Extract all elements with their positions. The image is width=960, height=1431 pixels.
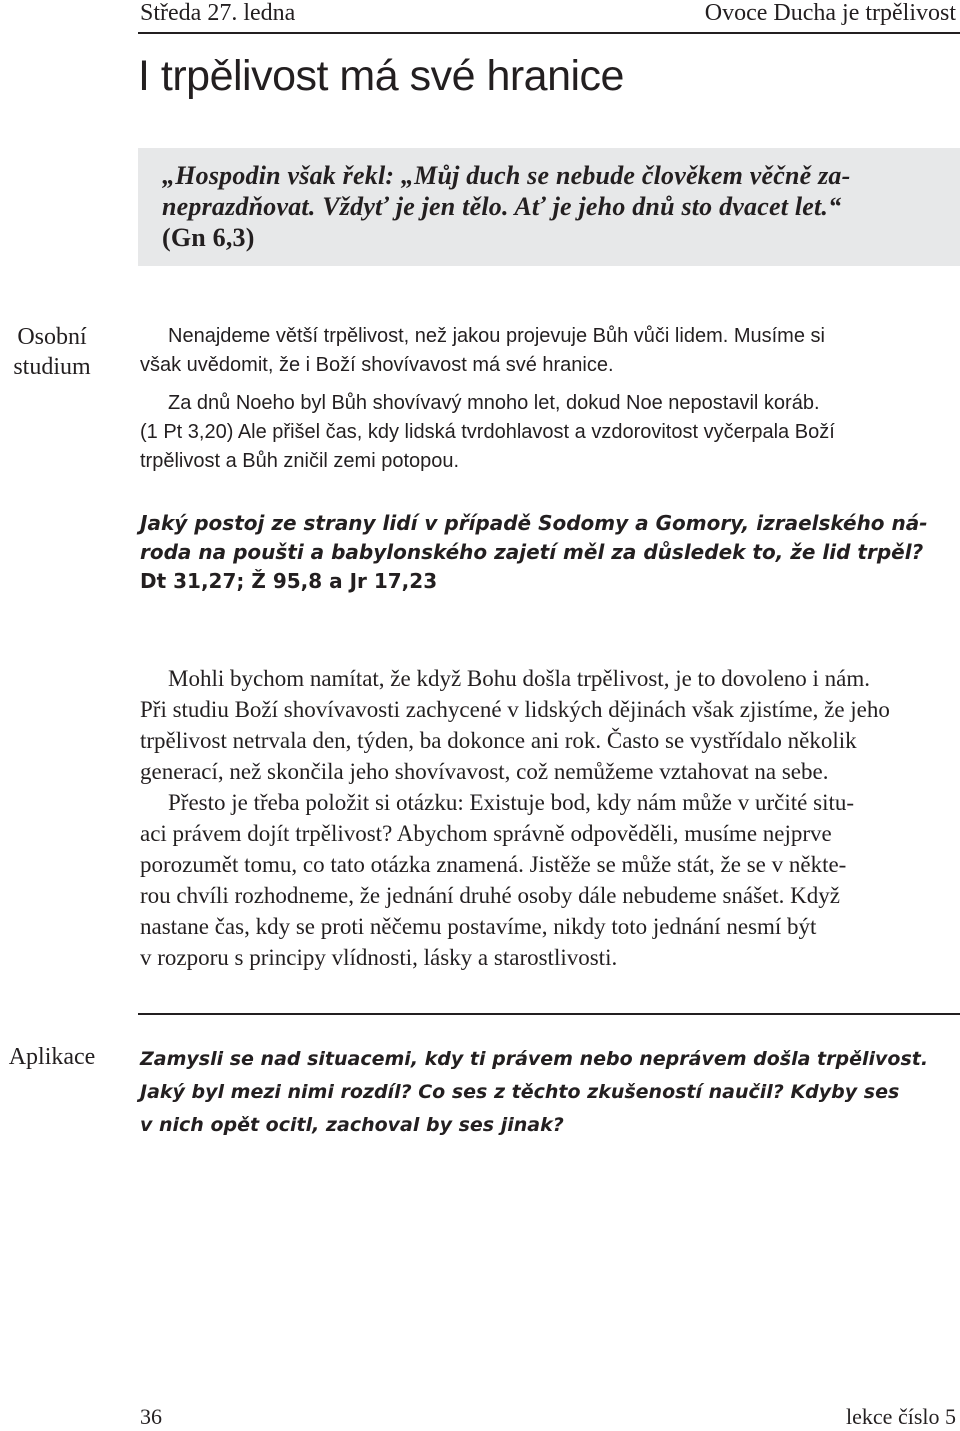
header-series-title: Ovoce Ducha je trpělivost <box>704 0 956 26</box>
bible-quote-box <box>138 148 960 266</box>
study-paragraph-1 <box>140 322 960 380</box>
application-line: v nich opět ocitl, zachoval by ses jinak? <box>140 1114 564 1136</box>
body-line: nastane čas, kdy se proti něčemu postavíme, nikdy toto jednání nesmí být <box>140 914 817 939</box>
body-line: porozumět tomu, co tato otázka znamená. Jistěže se může stát, že se v někte- <box>140 852 847 877</box>
study-paragraph-2 <box>140 389 960 476</box>
body-paragraph-1 <box>140 663 958 787</box>
quote-reference: (Gn 6,3) <box>162 223 255 252</box>
quote-line: neprazdňovat. Vždyť je jen tělo. Ať je jeho dnů sto dvacet let.“ <box>162 192 842 221</box>
study-question <box>140 509 960 596</box>
study-line: Nenajdeme větší trpělivost, než jakou projevuje Bůh vůči lidem. Musíme si <box>168 325 825 347</box>
body-line: rou chvíli rozhodneme, že jednání druhé osoby dále nebudeme snášet. Když <box>140 883 840 908</box>
study-line: Za dnů Noeho byl Bůh shovívavý mnoho let, dokud Noe nepostavil koráb. <box>168 392 820 414</box>
lesson-number: lekce číslo 5 <box>846 1404 956 1429</box>
question-references: Dt 31,27; Ž 95,8 a Jr 17,23 <box>140 569 438 593</box>
application-line: Zamysli se nad situacemi, kdy ti právem nebo neprávem došla trpělivost. <box>140 1048 929 1070</box>
page-number: 36 <box>140 1404 162 1429</box>
application-label: Aplikace <box>8 1044 96 1070</box>
header-date: Středa 27. ledna <box>140 0 296 26</box>
quote-line: „Hospodin však řekl: „Můj duch se nebude člověkem věčně za- <box>162 161 851 190</box>
study-line: však uvědomit, že i Boží shovívavost má své hranice. <box>140 354 614 376</box>
study-label: Osobní studium <box>13 324 91 380</box>
header-divider <box>138 32 960 34</box>
body-line: aci právem dojít trpělivost? Abychom správně odpověděli, musíme nejprve <box>140 821 832 846</box>
body-line: v rozporu s principy vlídnosti, lásky a starostlivosti. <box>140 945 618 970</box>
application-divider <box>138 1013 960 1015</box>
study-line: (1 Pt 3,20) Ale přišel čas, kdy lidská tvrdohlavost a vzdorovitost vyčerpala Boží <box>140 421 835 443</box>
question-line: roda na poušti a babylonského zajetí měl za důsledek to, že lid trpěl? <box>140 540 924 564</box>
application-line: Jaký byl mezi nimi rozdíl? Co ses z těchto zkušeností naučil? Kdyby ses <box>140 1081 900 1103</box>
question-line: Jaký postoj ze strany lidí v případě Sodomy a Gomory, izraelského ná- <box>140 511 928 535</box>
body-paragraph-2 <box>140 787 958 973</box>
body-line: Při studiu Boží shovívavosti zachycené v lidských dějinách však zjistíme, že jeho <box>140 697 890 722</box>
body-line: generací, než skončila jeho shovívavost, což nemůžeme vztahovat na sebe. <box>140 759 829 784</box>
body-line: Přesto je třeba položit si otázku: Existuje bod, kdy nám může v určité situ- <box>168 790 855 815</box>
page-title: I trpělivost má své hranice <box>138 52 624 100</box>
study-line: trpělivost a Bůh zničil zemi potopou. <box>140 450 460 472</box>
body-line: Mohli bychom namítat, že když Bohu došla trpělivost, je to dovoleno i nám. <box>168 666 871 691</box>
body-line: trpělivost netrvala den, týden, ba dokonce ani rok. Často se vystřídalo několik <box>140 728 857 753</box>
application-text <box>140 1043 958 1142</box>
